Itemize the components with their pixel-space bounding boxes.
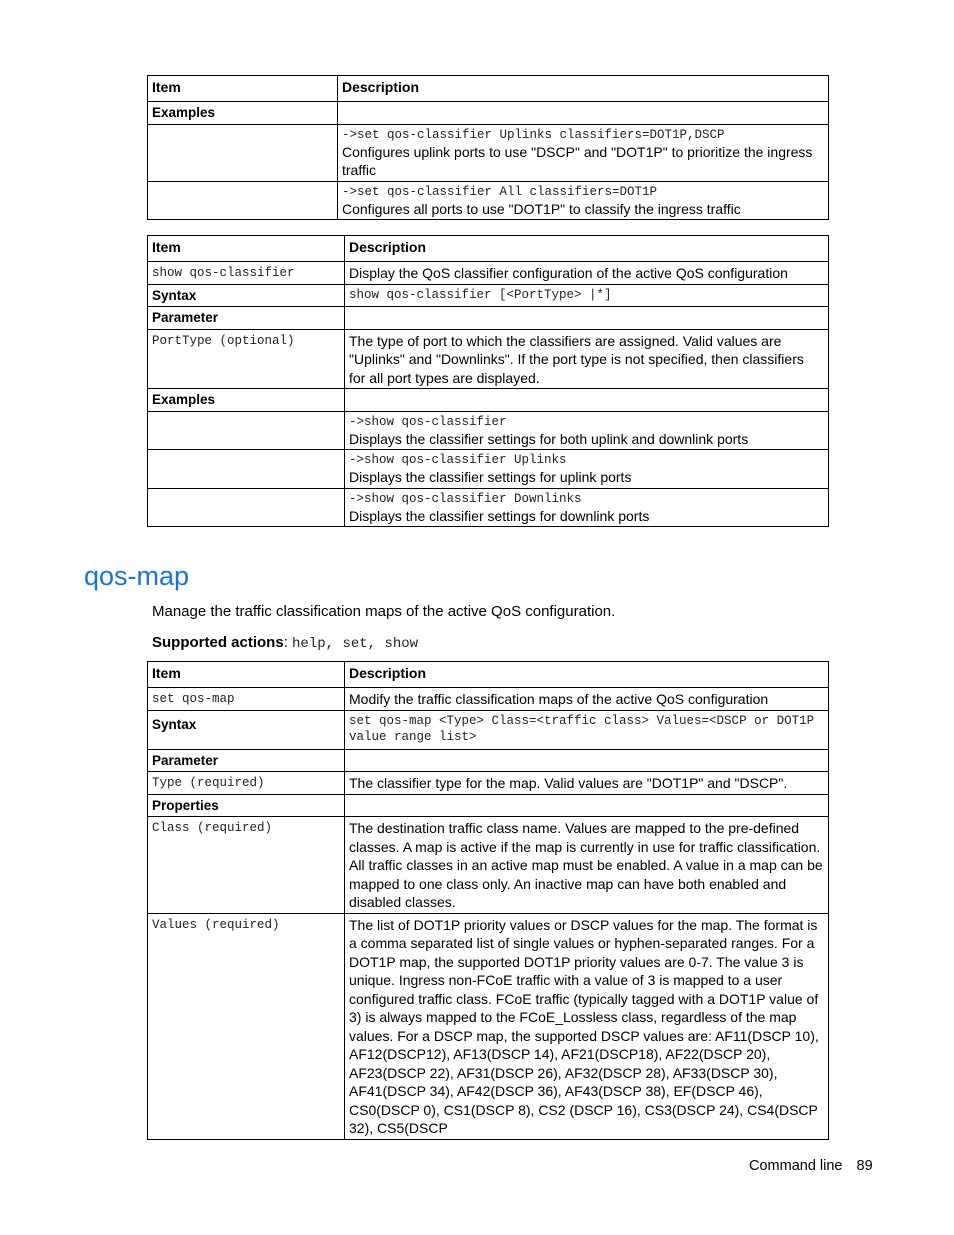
- examples-label: Examples: [148, 389, 345, 412]
- example-cell: [345, 411, 829, 450]
- property-description: The list of DOT1P priority values or DSCP values for the map. The format is a comma separated list of single values or hyphen-separated ranges. For a DOT1P map, the supported DOT1P priority values are 0-7. The value 3 is unique. Ingress non-FCoE traffic with a value of 3 is mapped to a user configured traffic class. FCoE traffic (typically tagged with a DOT1P value of 3) is always mapped to the FCoE_Lossless class, regardless of the map values. For a DSCP map, the supported DSCP values are: AF11(DSCP 10), AF12(DSCP12), AF13(DSCP 14), AF21(DSCP18), AF22(DSCP 20), AF23(DSCP 22), AF31(DSCP 26), AF32(DSCP 28), AF33(DSCP 30), AF41(DSCP 34), AF42(DSCP 36), AF43(DSCP 38), EF(DSCP 46), CS0(DSCP 0), CS1(DSCP 8), CS2 (DSCP 16), CS3(DSCP 24), CS4(DSCP 32), CS5(DSCP: [345, 913, 829, 1139]
- properties-label: Properties: [148, 794, 345, 817]
- syntax-label: Syntax: [148, 284, 345, 307]
- table-row: [148, 749, 829, 772]
- page-number: 89: [856, 1158, 873, 1174]
- item-header: Item: [148, 662, 345, 688]
- syntax-cell: [345, 284, 829, 307]
- syntax-label: Syntax: [148, 710, 345, 749]
- table-row: [148, 389, 829, 412]
- table-row: [148, 913, 829, 1139]
- table-row: [148, 794, 829, 817]
- description-header: Description: [338, 76, 829, 102]
- example-description: Configures uplink ports to use "DSCP" and "DOT1P" to prioritize the ingress traffic: [342, 143, 813, 178]
- empty-cell: [148, 488, 345, 527]
- examples-label: Examples: [148, 102, 338, 125]
- empty-cell: [345, 749, 829, 772]
- supported-actions-values: help, set, show: [292, 636, 419, 652]
- table-row: [148, 307, 829, 330]
- description-header: Description: [345, 236, 829, 262]
- item-header: Item: [148, 236, 345, 262]
- property-name: Class (required): [148, 817, 345, 914]
- qos-map-table: [147, 661, 829, 1140]
- parameter-name: PortType (optional): [148, 329, 345, 389]
- example-code: ->set qos-classifier All classifiers=DOT1P: [342, 184, 658, 199]
- table-header-row: [148, 236, 829, 262]
- empty-cell: [345, 389, 829, 412]
- syntax-code: set qos-map <Type> Class=<traffic class> Values=<DSCP or DOT1P value range list>: [349, 713, 815, 744]
- supported-actions-separator: :: [283, 634, 293, 651]
- table-row: [148, 411, 829, 450]
- parameter-label: Parameter: [148, 749, 345, 772]
- footer-label: Command line: [749, 1158, 843, 1174]
- page-footer: [749, 1158, 873, 1174]
- table-row: [148, 450, 829, 489]
- supported-actions-label: Supported actions: [152, 634, 284, 651]
- table-row: [148, 688, 829, 711]
- example-description: Displays the classifier settings for downlink ports: [349, 507, 650, 524]
- empty-cell: [148, 124, 338, 181]
- table-row: [148, 488, 829, 527]
- parameter-description: The type of port to which the classifiers are assigned. Valid values are "Uplinks" and "Downlinks". If the port type is not specified, then classifiers for all port types are displayed.: [345, 329, 829, 389]
- table-row: [148, 181, 829, 220]
- table-row: [148, 284, 829, 307]
- table-row: [148, 102, 829, 125]
- example-code: ->set qos-classifier Uplinks classifiers=DOT1P,DSCP: [342, 127, 725, 142]
- command-description: Display the QoS classifier configuration of the active QoS configuration: [345, 262, 829, 285]
- table-row: [148, 710, 829, 749]
- table-row: [148, 262, 829, 285]
- section-intro: Manage the traffic classification maps of the active QoS configuration.: [152, 603, 616, 620]
- example-description: Displays the classifier settings for both uplink and downlink ports: [349, 430, 749, 447]
- example-cell: [345, 450, 829, 489]
- table-row: [148, 329, 829, 389]
- parameter-label: Parameter: [148, 307, 345, 330]
- example-description: Configures all ports to use "DOT1P" to classify the ingress traffic: [342, 200, 741, 217]
- command-name: set qos-map: [148, 688, 345, 711]
- empty-cell: [345, 307, 829, 330]
- example-code: ->show qos-classifier Downlinks: [349, 491, 582, 506]
- empty-cell: [148, 411, 345, 450]
- command-description: Modify the traffic classification maps of the active QoS configuration: [345, 688, 829, 711]
- table-row: [148, 124, 829, 181]
- command-name: show qos-classifier: [148, 262, 345, 285]
- table-header-row: [148, 662, 829, 688]
- syntax-code: show qos-classifier [<PortType> |*]: [349, 287, 612, 302]
- section-title: qos-map: [84, 561, 190, 591]
- example-cell: [345, 488, 829, 527]
- example-cell: [338, 124, 829, 181]
- table-header-row: [148, 76, 829, 102]
- example-code: ->show qos-classifier: [349, 414, 507, 429]
- table-row: [148, 772, 829, 795]
- empty-cell: [148, 450, 345, 489]
- example-cell: [338, 181, 829, 220]
- supported-actions: [152, 634, 418, 652]
- table-row: [148, 817, 829, 914]
- example-code: ->show qos-classifier Uplinks: [349, 453, 567, 467]
- syntax-cell: [345, 710, 829, 749]
- item-header: Item: [148, 76, 338, 102]
- description-header: Description: [345, 662, 829, 688]
- empty-cell: [345, 794, 829, 817]
- show-qos-classifier-table: [147, 235, 829, 527]
- parameter-name: Type (required): [148, 772, 345, 795]
- property-description: The destination traffic class name. Values are mapped to the pre-defined classes. A map is active if the map is currently in use for traffic classification. All traffic classes in an active map must be enabled. A value in a map can be mapped to one class only. An inactive map can have both enabled and disabled classes.: [345, 817, 829, 914]
- examples-table-set-qos-classifier: [147, 75, 829, 220]
- property-name: Values (required): [148, 913, 345, 1139]
- empty-cell: [338, 102, 829, 125]
- empty-cell: [148, 181, 338, 220]
- example-description: Displays the classifier settings for uplink ports: [349, 469, 632, 485]
- parameter-description: The classifier type for the map. Valid values are "DOT1P" and "DSCP".: [345, 772, 829, 795]
